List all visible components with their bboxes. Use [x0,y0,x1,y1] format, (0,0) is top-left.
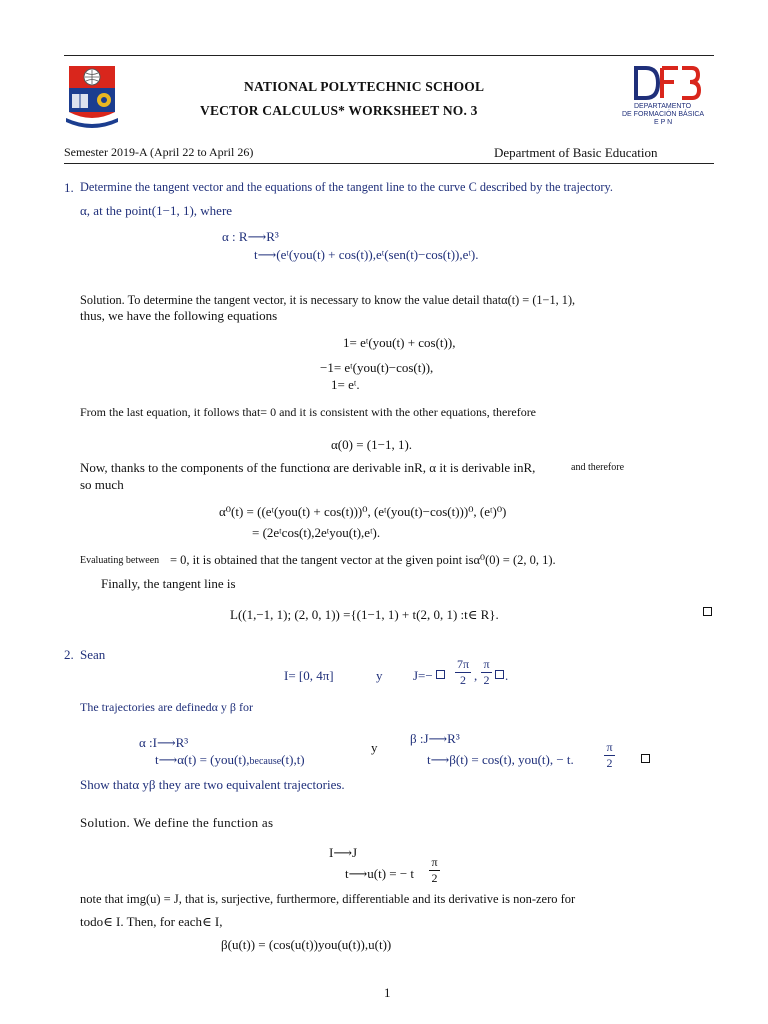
dfb-logo-line1: DEPARTAMENTO [634,103,692,110]
problem2-sean: Sean [80,647,106,662]
problem1-statement-line2: α, at the point(1−1, 1), where [80,203,233,218]
problem1-map-definition: t⟶(eᵗ(you(t) + cos(t)),eᵗ(sen(t)−cos(t)),eᵗ). [254,247,479,262]
solution1-line2: thus, we have the following equations [80,308,278,323]
page-number: 1 [384,985,391,1000]
and-connector-2: y [371,740,378,755]
u-map: I⟶J [329,845,358,860]
dfb-logo-line2: DE FORMACIÓN BÁSICA [622,111,705,118]
from-last-equation-text: From the last equation, it follows that= 0 and it is consistent with the other equations, therefore [80,405,537,419]
pi-over-two-1 [481,658,492,687]
pi-numerator-1: π [483,657,490,671]
beta-definition: t⟶β(t) = cos(t), you(t), − t. [427,752,574,767]
alpha-map: α :I⟶R³ [139,735,189,750]
epn-shield-logo-icon [64,64,120,130]
comma-glyph: , [474,668,478,683]
pi-numerator-3: π [431,855,438,869]
semester-text: Semester 2019-A (April 22 to April 26) [64,145,254,159]
dfb-logo-line3: E P N [654,119,673,126]
pi-over-two-3 [429,856,440,885]
now-text-b: and therefore [571,462,625,473]
pi-over-two-2 [604,741,615,770]
evaluating-text-a: Evaluating between [80,555,160,566]
now-text-line2: so much [80,477,124,492]
interval-J: J=− [413,668,433,683]
pi-numerator-2: π [606,740,613,754]
u-definition: t⟶u(t) = − t [345,866,415,881]
problem2-number: 2. [64,647,74,662]
problem1-statement-line1: Determine the tangent vector and the equations of the tangent line to the curve C described by the trajectory. [80,180,613,194]
department-text: Department of Basic Education [494,145,658,160]
seven-pi-denominator: 2 [460,673,466,687]
bracket-glyph-3 [641,754,650,763]
alpha-definition [155,752,305,768]
now-text-a: Now, thanks to the components of the functionα are derivable inR, α it is derivable inR, [80,460,536,475]
equation-2: −1= eᵗ(you(t)−cos(t)), [320,360,434,375]
interval-I: I= [0, 4π] [284,668,334,683]
trajectories-text: The trajectories are definedα y β for [80,700,253,714]
dfb-logo-mark-icon [632,64,702,102]
derivative-line2: = (2eᵗcos(t),2eᵗyou(t),eᵗ). [252,525,381,540]
note-line2: todo∈ I. Then, for each∈ I, [80,914,223,929]
tangent-line-equation: L((1,−1, 1); (2, 0, 1)) ={(1−1, 1) + t(2, 0, 1) :t∈ R}. [230,607,499,622]
equation-3: 1= eᵗ. [331,377,360,392]
top-rule [64,55,714,56]
seven-pi-over-two [455,658,471,687]
school-title: NATIONAL POLYTECHNIC SCHOOL [244,79,485,94]
note-line1: note that img(u) = J, that is, surjective, furthermore, differentiable and its derivative is non-zero for [80,892,576,906]
qed-box-1 [703,607,712,616]
beta-map: β :J⟶R³ [410,731,460,746]
alpha-zero: α(0) = (1−1, 1). [331,437,413,452]
problem1-map: α : R⟶R³ [222,229,279,244]
show-text: Show thatα yβ they are two equivalent trajectories. [80,777,345,792]
worksheet-title: VECTOR CALCULUS* WORKSHEET NO. 3 [200,103,478,118]
pi-denominator-3: 2 [431,871,438,885]
solution2-text: Solution. We define the function as [80,815,274,830]
finally-text: Finally, the tangent line is [101,576,236,591]
alpha-def-small: because [249,756,282,767]
seven-pi-numerator: 7π [456,657,470,671]
problem1-number: 1. [64,180,74,195]
header-bottom-rule [64,163,714,164]
dfb-logo [618,62,714,130]
pi-denominator-1: 2 [483,673,490,687]
alpha-def-a: t⟶α(t) = (you(t), [155,752,250,767]
derivative-line1: α⁰(t) = ((eᵗ(you(t) + cos(t)))⁰, (eᵗ(you(t)−cos(t)))⁰, (eᵗ)⁰) [219,504,507,519]
evaluating-text-b: = 0, it is obtained that the tangent vector at the given point isα⁰(0) = (2, 0, 1). [170,553,556,567]
bracket-glyph-2 [495,670,504,679]
interval-J-end: . [505,668,509,683]
and-connector-1: y [376,668,383,683]
bracket-glyph-1 [436,670,445,679]
alpha-def-b: (t),t) [281,752,305,767]
equation-1: 1= eᵗ(you(t) + cos(t)), [343,335,456,350]
solution1-line1: Solution. To determine the tangent vector, it is necessary to know the value detail thatα(t) = (1−1, 1), [80,293,576,307]
pi-denominator-2: 2 [606,756,613,770]
beta-of-u: β(u(t)) = (cos(u(t))you(u(t)),u(t)) [221,937,392,952]
